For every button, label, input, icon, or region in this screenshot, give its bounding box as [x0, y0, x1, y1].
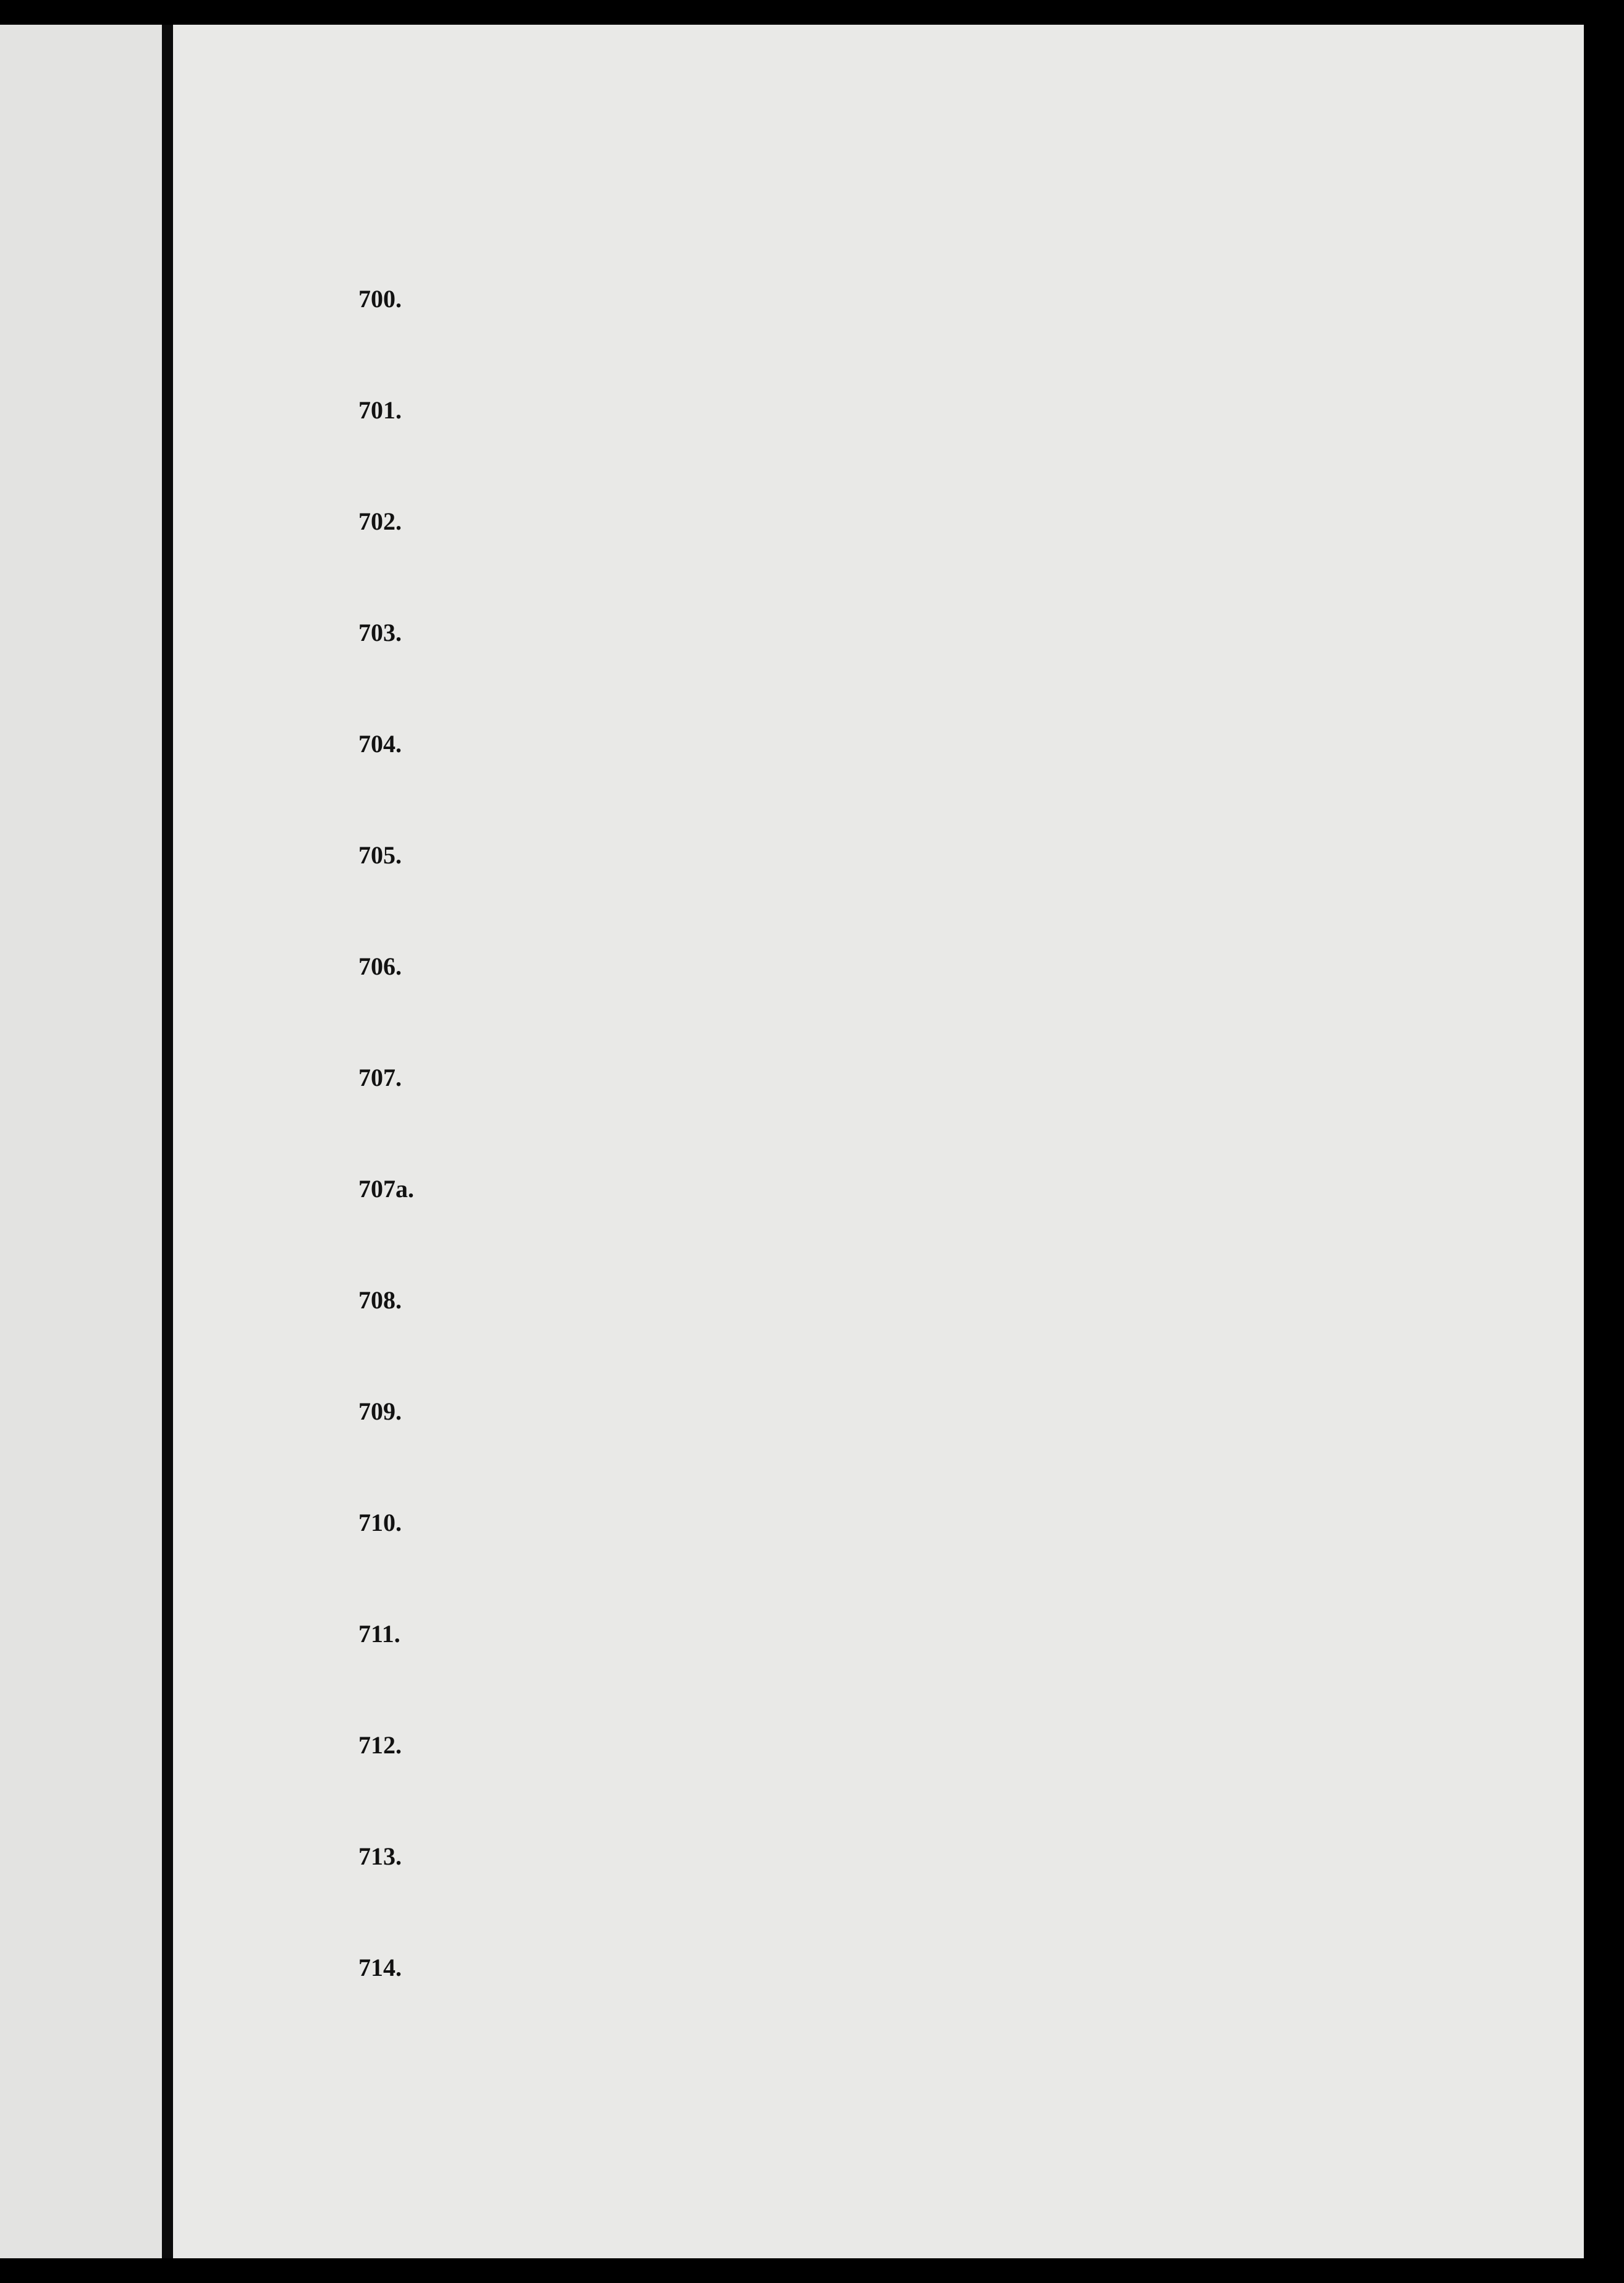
entry-number: 707a. [358, 1175, 414, 1203]
entry-number: 709. [358, 1397, 402, 1425]
list-item [358, 1063, 1533, 1174]
entry-number: 702. [358, 507, 402, 535]
entry-number: 708. [358, 1286, 402, 1314]
entry-number: 711. [358, 1620, 400, 1648]
list-item [358, 952, 1533, 1063]
list-item [358, 1508, 1533, 1619]
list-item [358, 1619, 1533, 1730]
entry-number: 703. [358, 619, 402, 646]
list-item [358, 284, 1533, 396]
list-item [358, 507, 1533, 618]
list-item [358, 396, 1533, 507]
entry-number: 713. [358, 1842, 402, 1870]
species-list [358, 284, 1533, 2064]
list-item [358, 1842, 1533, 1953]
facing-page-margin [0, 25, 162, 2258]
list-item [358, 1730, 1533, 1842]
list-item [358, 1286, 1533, 1397]
entry-number: 707. [358, 1064, 402, 1091]
entry-number: 714. [358, 1954, 402, 1981]
list-item [358, 729, 1533, 841]
entry-number: 704. [358, 730, 402, 758]
list-item [358, 841, 1533, 952]
entry-number: 710. [358, 1509, 402, 1536]
list-item [358, 1953, 1533, 2064]
entry-number: 705. [358, 841, 402, 869]
list-item [358, 1397, 1533, 1508]
entry-number: 712. [358, 1731, 402, 1759]
page-gutter [162, 25, 173, 2258]
entry-number: 700. [358, 285, 402, 313]
list-item [358, 1174, 1533, 1286]
entry-number: 706. [358, 952, 402, 980]
entry-number: 701. [358, 396, 402, 424]
list-item [358, 618, 1533, 729]
